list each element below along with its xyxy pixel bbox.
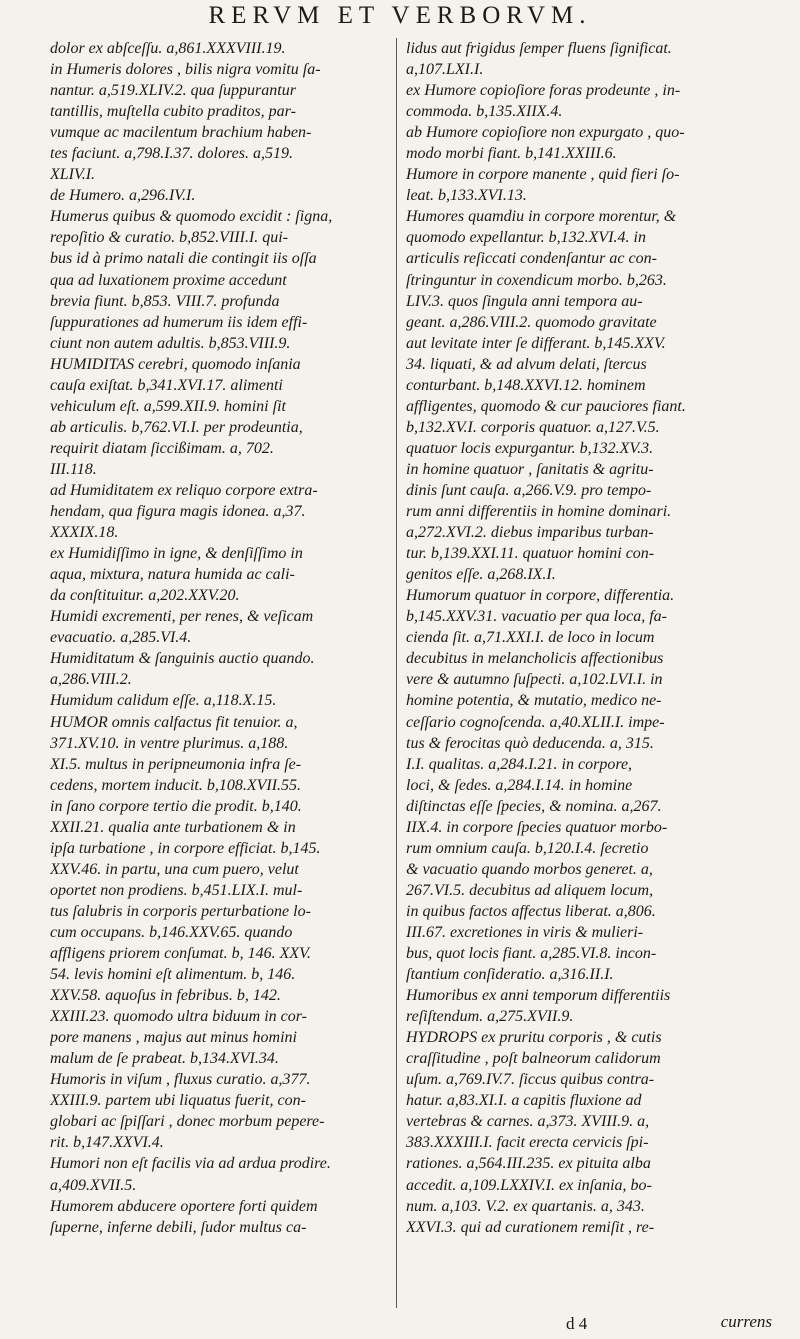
index-line: a,409.XVII.5. [50, 1176, 137, 1194]
index-line: conturbant. b,148.XXVI.12. hominem [406, 376, 646, 394]
index-line: 267.VI.5. decubitus ad aliquem locum, [406, 881, 654, 899]
index-line: HUMOR omnis calfactus fit tenuior. a, [50, 713, 298, 731]
index-line: ſuppurationes ad humerum iis idem effi- [50, 313, 308, 331]
index-line: ab Humore copioſiore non expurgato , quo- [406, 124, 685, 142]
index-line: lidus aut frigidus ſemper fluens ſignificat. [406, 40, 672, 57]
index-line: 54. levis homini eſt alimentum. b, 146. [50, 966, 296, 984]
index-line: ciunt non autem adultis. b,853.VIII.9. [50, 334, 291, 352]
index-line: ſtringuntur in coxendicum morbo. b,263. [406, 271, 667, 289]
index-line: quomodo expellantur. b,132.XVI.4. in [406, 229, 646, 247]
index-line: craſſitudine , poſt balneorum calidorum [406, 1050, 661, 1068]
index-line: tantillis, muſtella cubito praditos, par- [50, 103, 296, 121]
index-line: loci, & ſedes. a,284.I.14. in homine [406, 776, 633, 794]
index-line: requirit diatam ſiccißimam. a, 702. [50, 439, 274, 457]
index-line: bus, quot locis fiant. a,285.VI.8. incon- [406, 945, 657, 963]
index-line: nantur. a,519.XLIV.2. qua ſuppurantur [50, 82, 296, 100]
index-line: rationes. a,564.III.235. ex pituita alba [406, 1155, 651, 1173]
index-line: rit. b,147.XXVI.4. [50, 1134, 164, 1152]
index-line: affligens priorem conſumat. b, 146. XXV. [50, 945, 311, 963]
index-line: num. a,103. V.2. ex quartanis. a, 343. [406, 1197, 645, 1215]
index-line: hendam, qua figura magis idonea. a,37. [50, 503, 306, 521]
index-line: de Humero. a,296.IV.I. [50, 187, 196, 205]
index-line: XXXIX.18. [50, 524, 119, 542]
index-line: reſiſtendum. a,275.XVII.9. [406, 1008, 574, 1026]
index-line: Humidum calidum eſſe. a,118.X.15. [50, 692, 277, 710]
index-line: Humoris in viſum , fluxus curatio. a,377. [50, 1071, 311, 1089]
index-line: HUMIDITAS cerebri, quomodo inſania [50, 355, 301, 373]
index-line: homine potentia, & mutatio, medico ne- [406, 692, 662, 710]
index-line: ſtantium conſideratio. a,316.II.I. [406, 966, 614, 984]
index-line: cedens, mortem inducit. b,108.XVII.55. [50, 776, 302, 794]
index-line: III.118. [50, 460, 97, 478]
index-line: Humores quamdiu in corpore morentur, & [406, 208, 677, 226]
index-line: in homine quatuor , ſanitatis & agritu- [406, 460, 654, 478]
index-line: vere & autumno ſuſpecti. a,102.LVI.I. in [406, 671, 663, 689]
index-line: globari ac ſpiſſari , donec morbum pepere- [50, 1113, 325, 1131]
index-line: a,107.LXI.I. [406, 61, 484, 79]
running-header: RERVM ET VERBORVM. [208, 2, 592, 29]
index-line: XXV.46. in partu, una cum puero, velut [50, 860, 299, 878]
index-line: cienda ſit. a,71.XXI.I. de loco in locum [406, 629, 655, 647]
index-line: aut levitate inter ſe differant. b,145.XXV. [406, 334, 666, 352]
index-line: dinis ſunt cauſa. a,266.V.9. pro tempo- [406, 481, 652, 499]
index-line: 383.XXXIII.I. facit erecta cervicis ſpi- [406, 1134, 649, 1152]
index-line: Humoribus ex anni temporum differentiis [406, 987, 671, 1005]
index-line: tes faciunt. a,798.I.37. dolores. a,519. [50, 145, 293, 163]
index-line: malum de ſe prabeat. b,134.XVI.34. [50, 1050, 279, 1068]
index-line: 371.XV.10. in ventre plurimus. a,188. [50, 734, 289, 752]
index-line: cauſa exiſtat. b,341.XVI.17. alimenti [50, 376, 283, 394]
index-line: dolor ex abſceſſu. a,861.XXXVIII.19. [50, 40, 286, 57]
index-line: ab articulis. b,762.VI.I. per prodeuntia, [50, 418, 303, 436]
index-line: LIV.3. quos ſingula anni tempora au- [406, 292, 643, 310]
index-line: vertebras & carnes. a,373. XVIII.9. a, [406, 1113, 650, 1131]
index-line: vehiculum eſt. a,599.XII.9. homini ſit [50, 397, 286, 415]
index-line: rum omnium cauſa. b,120.I.4. ſecretio [406, 839, 649, 857]
index-line: ex Humidiſſimo in igne, & denſiſſimo in [50, 545, 303, 563]
index-line: uſum. a,769.IV.7. ſiccus quibus contra- [406, 1071, 655, 1089]
index-line: XXII.21. qualia ante turbationem & in [50, 818, 296, 836]
index-line: quatuor locis expurgantur. b,132.XV.3. [406, 439, 654, 457]
index-line: Humori non eſt facilis via ad ardua prodire. [50, 1155, 331, 1173]
index-line: Humidi excrementi, per renes, & veſicam [50, 608, 314, 626]
index-line: a,272.XVI.2. diebus imparibus turban- [406, 524, 654, 542]
index-line: ipſa turbatione , in corpore efficiat. b,145. [50, 839, 321, 857]
index-line: b,145.XXV.31. vacuatio per qua loca, fa- [406, 608, 667, 626]
right-column [406, 38, 792, 1238]
index-line: XXV.58. aquoſus in febribus. b, 142. [50, 987, 281, 1005]
index-line: genitos eſſe. a,268.IX.I. [406, 566, 556, 584]
index-line: affligentes, quomodo & cur pauciores fiant. [406, 397, 686, 415]
index-line: Humore in corpore manente , quid fieri ſo- [406, 166, 680, 184]
index-line: leat. b,133.XVI.13. [406, 187, 527, 205]
index-line: I.I. qualitas. a,284.I.21. in corpore, [406, 755, 633, 773]
column-divider [396, 38, 397, 1308]
index-line: ſuperne, inferne debili, ſudor multus ca- [50, 1218, 307, 1236]
index-line: articulis reſiccati condenſantur ac con- [406, 250, 657, 268]
index-line: da conſtituitur. a,202.XXV.20. [50, 587, 240, 605]
index-line: b,132.XV.I. corporis quatuor. a,127.V.5. [406, 418, 660, 436]
index-line: 34. liquati, & ad alvum delati, ſtercus [406, 355, 647, 373]
index-line: aqua, mixtura, natura humida ac cali- [50, 566, 295, 584]
index-line: in quibus factos affectus liberat. a,806. [406, 902, 656, 920]
index-line: tur. b,139.XXI.11. quatuor homini con- [406, 545, 655, 563]
index-line: & vacuatio quando morbos generet. a, [406, 860, 653, 878]
index-line: Humorem abducere oportere forti quidem [50, 1197, 318, 1215]
index-line: pore manens , majus aut minus homini [50, 1029, 297, 1047]
signature-mark: d 4 [566, 1314, 588, 1333]
index-line: ad Humiditatem ex reliquo corpore extra- [50, 481, 318, 499]
index-line: cum occupans. b,146.XXV.65. quando [50, 923, 293, 941]
index-line: in Humeris dolores , bilis nigra vomitu ſa- [50, 61, 321, 79]
index-line: IIX.4. in corpore ſpecies quatuor morbo- [406, 818, 668, 836]
index-line: geant. a,286.VIII.2. quomodo gravitate [406, 313, 657, 331]
index-line: accedit. a,109.LXXIV.I. ex inſania, bo- [406, 1176, 652, 1194]
index-line: in ſano corpore tertio die prodit. b,140. [50, 797, 302, 815]
index-line: XI.5. multus in peripneumonia infra ſe- [50, 755, 302, 773]
index-line: qua ad luxationem proxime accedunt [50, 271, 287, 289]
index-line: tus ſalubris in corporis perturbatione lo- [50, 902, 311, 920]
index-line: tus & ferocitas quò deducenda. a, 315. [406, 734, 654, 752]
index-line: evacuatio. a,285.VI.4. [50, 629, 192, 647]
index-line: Humiditatum & ſanguinis auctio quando. [50, 650, 315, 668]
index-line: diſtinctas eſſe ſpecies, & nomina. a,267. [406, 797, 662, 815]
index-line: bus id à primo natali die contingit iis oſſa [50, 250, 317, 268]
index-line: XLIV.I. [50, 166, 96, 184]
index-line: HYDROPS ex pruritu corporis , & cutis [406, 1029, 662, 1047]
index-line: ceſſario cognoſcenda. a,40.XLII.I. impe- [406, 713, 665, 731]
index-line: oportet non prodiens. b,451.LIX.I. mul- [50, 881, 303, 899]
index-line: Humorum quatuor in corpore, differentia. [406, 587, 675, 605]
left-column [50, 38, 390, 1238]
index-line: III.67. excretiones in viris & mulieri- [406, 923, 644, 941]
index-line: decubitus in melancholicis affectionibus [406, 650, 664, 668]
catchword: currens [720, 1312, 772, 1331]
index-line: ex Humore copioſiore foras prodeunte , in- [406, 82, 681, 100]
index-line: brevia fiunt. b,853. VIII.7. profunda [50, 292, 280, 310]
index-line: XXVI.3. qui ad curationem remiſit , re- [406, 1218, 655, 1236]
index-line: commoda. b,135.XIIX.4. [406, 103, 563, 121]
index-line: a,286.VIII.2. [50, 671, 132, 689]
index-line: vumque ac macilentum brachium haben- [50, 124, 312, 142]
index-line: XXIII.9. partem ubi liquatus fuerit, con- [50, 1092, 306, 1110]
index-line: modo morbi fiant. b,141.XXIII.6. [406, 145, 617, 163]
index-line: Humerus quibus & quomodo excidit : ſigna, [50, 208, 333, 226]
index-line: repoſitio & curatio. b,852.VIII.I. qui- [50, 229, 289, 247]
index-line: XXIII.23. quomodo ultra biduum in cor- [50, 1008, 307, 1026]
index-line: hatur. a,83.XI.I. a capitis fluxione ad [406, 1092, 642, 1110]
index-line: rum anni differentiis in homine dominari. [406, 503, 672, 521]
